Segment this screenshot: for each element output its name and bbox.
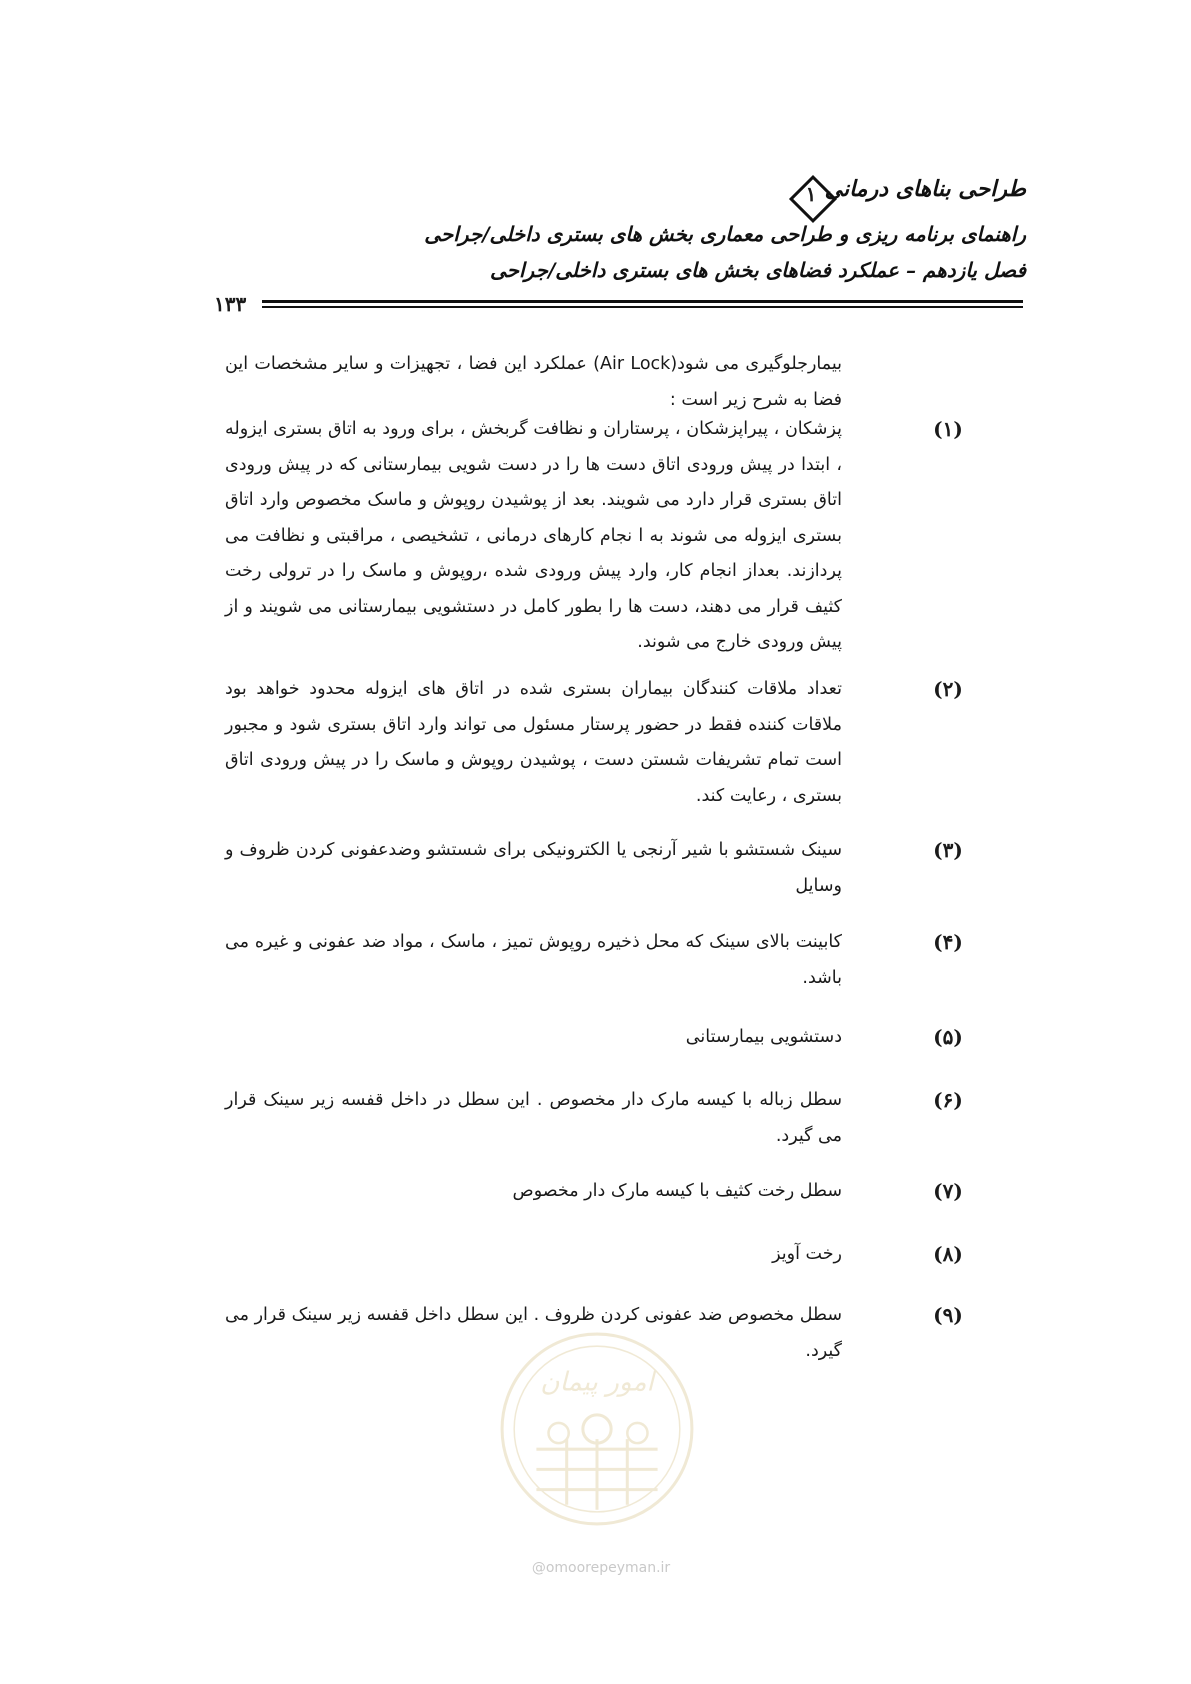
guide-title: راهنمای برنامه ریزی و طراحی معماری بخش های بستری داخلی/جراحی — [424, 222, 1026, 246]
page-number: ۱۳۳ — [214, 292, 247, 316]
volume-number: ۱ — [805, 182, 817, 206]
item-number: (۷) — [933, 1179, 963, 1203]
intro-paragraph: بیمارجلوگیری می شود(Air Lock) عملکرد این فضا ، تجهیزات و سایر مشخصات این فضا به شرح زیر است : — [225, 354, 843, 410]
item-number: (۵) — [933, 1025, 963, 1049]
watermark-site: @omoorepeyman.ir — [531, 1560, 671, 1576]
item-number: (۸) — [933, 1242, 963, 1266]
item-number: (۹) — [933, 1303, 963, 1327]
item-number: (۱) — [933, 417, 963, 441]
item-number: (۲) — [933, 677, 963, 701]
item-text: کابینت بالای سینک که محل ذخیره روپوش تمیز ، ماسک ، مواد ضد عفونی و غیره می باشد. — [225, 932, 842, 988]
item-number: (۴) — [933, 930, 963, 954]
item-text: سینک شستشو با شیر آرنجی یا الکترونیکی برای شستشو وضدعفونی کردن ظروف و وسایل — [225, 840, 842, 896]
item-text: سطل زباله با کیسه مارک دار مخصوص . این سطل در داخل قفسه زیر سینک قرار می گیرد. — [225, 1090, 842, 1146]
watermark-logo — [496, 1328, 698, 1530]
item-text: رخت آویز — [772, 1244, 842, 1264]
volume-badge — [790, 176, 832, 218]
watermark-logo-text: امور پیمان — [540, 1367, 654, 1398]
item-number: (۶) — [933, 1088, 963, 1112]
item-number: (۳) — [933, 838, 963, 862]
item-text: تعداد ملاقات کنندگان بیماران بستری شده در اتاق های ایزوله محدود خواهد بود ملاقات کننده فقط در حضور پرستار مسئول می تواند وارد اتاق بستری شود و مجبور است تمام تشریفات شستن دست ، پوشیدن روپوش و ماسک را در پیش ورودی اتاق بستری ، رعایت کند. — [225, 679, 842, 806]
item-text: پزشکان ، پیراپزشکان ، پرستاران و نظافت گربخش ، برای ورود به اتاق بستری ایزوله ، ابتدا در پیش ورودی اتاق دست ها را در دست شویی بیمارستانی که در پیش ورودی اتاق بستری قرار دارد می شویند. بعد از پوشیدن روپوش و ماسک مخصوص وارد اتاق بستری ایزوله می شوند به ا نجام کارهای درمانی ، تشخیصی ، مراقبتی و نظافت می پردازند. بعداز انجام کار، وارد پیش ورودی شده ،روپوش و ماسک را در ترولی رخت کثیف قرار می دهند، دست ها را بطور کامل در دستشویی بیمارستانی می شویند و از پیش ورودی خارج می شوند. — [225, 419, 842, 652]
header-rule — [262, 300, 1023, 303]
item-text: سطل مخصوص ضد عفونی کردن ظروف . این سطل داخل قفسه زیر سینک قرار می گیرد. — [225, 1305, 842, 1361]
chapter-title: فصل یازدهم – عملکرد فضاهای بخش های بستری داخلی/جراحی — [489, 258, 1026, 282]
item-text: دستشویی بیمارستانی — [685, 1027, 842, 1047]
book-title: طراحی بناهای درمانی — [824, 176, 1026, 202]
header-rule-thin — [262, 306, 1023, 308]
item-text: سطل رخت کثیف با کیسه مارک دار مخصوص — [512, 1181, 842, 1201]
